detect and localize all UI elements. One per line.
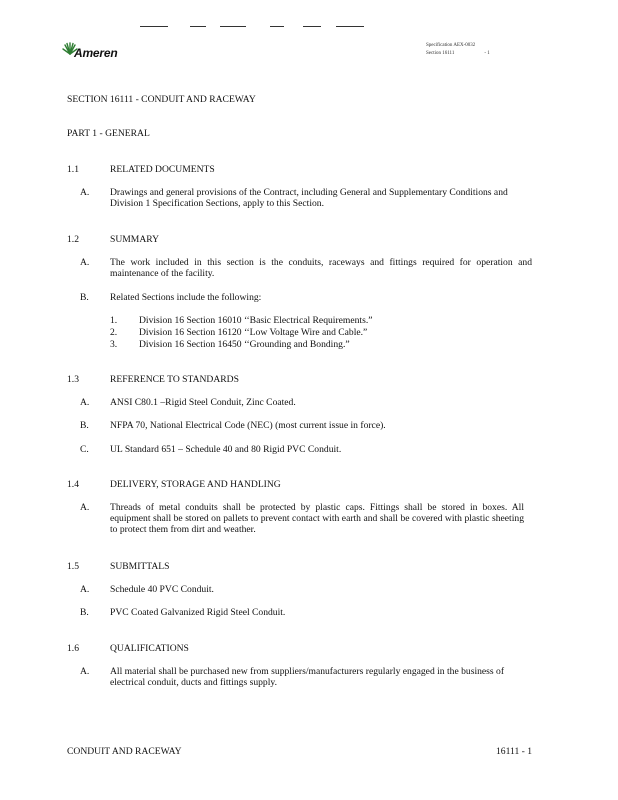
item-text: The work included in this section is the conduits, raceways and fittings required for operation and maintenance of the facility. bbox=[110, 257, 532, 280]
item-label: B. bbox=[80, 292, 89, 303]
section-title: SECTION 16111 - CONDUIT AND RACEWAY bbox=[67, 94, 256, 105]
spec-header bbox=[426, 42, 490, 58]
section-number: 1.4 bbox=[67, 479, 79, 490]
header-rule-marks bbox=[140, 26, 370, 30]
section-number: 1.5 bbox=[67, 561, 79, 572]
item-text: Related Sections include the following: bbox=[110, 292, 262, 303]
company-logo bbox=[62, 40, 142, 66]
item-text: NFPA 70, National Electrical Code (NEC) (most current issue in force). bbox=[110, 420, 386, 431]
item-text: All material shall be purchased new from suppliers/manufacturers regularly engaged in the business of electrical conduit, ducts and fittings supply. bbox=[110, 666, 505, 689]
logo-wordmark: Ameren bbox=[74, 46, 118, 60]
subitem-text: Division 16 Section 16010 ‘‘Basic Electrical Requirements.” bbox=[139, 315, 373, 326]
item-label: A. bbox=[80, 584, 90, 595]
item-label: A. bbox=[80, 397, 90, 408]
item-text: Schedule 40 PVC Conduit. bbox=[110, 584, 214, 595]
part-heading: PART 1 - GENERAL bbox=[67, 128, 150, 139]
section-number: 1.3 bbox=[67, 374, 79, 385]
section-heading: DELIVERY, STORAGE AND HANDLING bbox=[110, 479, 281, 490]
item-label: A. bbox=[80, 257, 90, 268]
section-heading: SUBMITTALS bbox=[110, 561, 170, 572]
subitem-number: 3. bbox=[110, 339, 118, 350]
item-text: UL Standard 651 – Schedule 40 and 80 Rigid PVC Conduit. bbox=[110, 444, 342, 455]
item-text: ANSI C80.1 –Rigid Steel Conduit, Zinc Coated. bbox=[110, 397, 296, 408]
item-text: Drawings and general provisions of the Contract, including General and Supplementary Conditions and Division 1 Specification Sections, apply to this Section. bbox=[110, 187, 508, 210]
section-heading: REFERENCE TO STANDARDS bbox=[110, 374, 239, 385]
item-text: PVC Coated Galvanized Rigid Steel Conduit. bbox=[110, 607, 286, 618]
footer-title: CONDUIT AND RACEWAY bbox=[67, 746, 182, 757]
section-number: 1.2 bbox=[67, 234, 79, 245]
section-number: 1.1 bbox=[67, 164, 79, 175]
item-label: B. bbox=[80, 607, 89, 618]
item-label: B. bbox=[80, 420, 89, 431]
subitem-text: Division 16 Section 16120 ‘‘Low Voltage Wire and Cable.” bbox=[139, 327, 368, 338]
spec-number: Specification AEX-0032 bbox=[426, 43, 476, 48]
subitem-text: Division 16 Section 16450 ‘‘Grounding and Bonding.” bbox=[139, 339, 350, 350]
subitem-number: 1. bbox=[110, 315, 118, 326]
item-text: Threads of metal conduits shall be protected by plastic caps. Fittings shall be stored in boxes. All equipment shall be stored on pallets to prevent contact with earth and shall be covered with plastic sheeting to protect them from dirt and weather. bbox=[110, 502, 524, 536]
subitem-number: 2. bbox=[110, 327, 118, 338]
item-label: C. bbox=[80, 444, 89, 455]
section-heading: QUALIFICATIONS bbox=[110, 643, 189, 654]
item-label: A. bbox=[80, 502, 90, 513]
item-label: A. bbox=[80, 666, 90, 677]
section-ref: Section 16111 bbox=[426, 51, 455, 56]
section-heading: RELATED DOCUMENTS bbox=[110, 164, 215, 175]
section-number: 1.6 bbox=[67, 643, 79, 654]
item-label: A. bbox=[80, 187, 90, 198]
footer-page-number: 16111 - 1 bbox=[496, 746, 533, 757]
page-ref: - 1 bbox=[484, 51, 490, 56]
section-heading: SUMMARY bbox=[110, 234, 160, 245]
